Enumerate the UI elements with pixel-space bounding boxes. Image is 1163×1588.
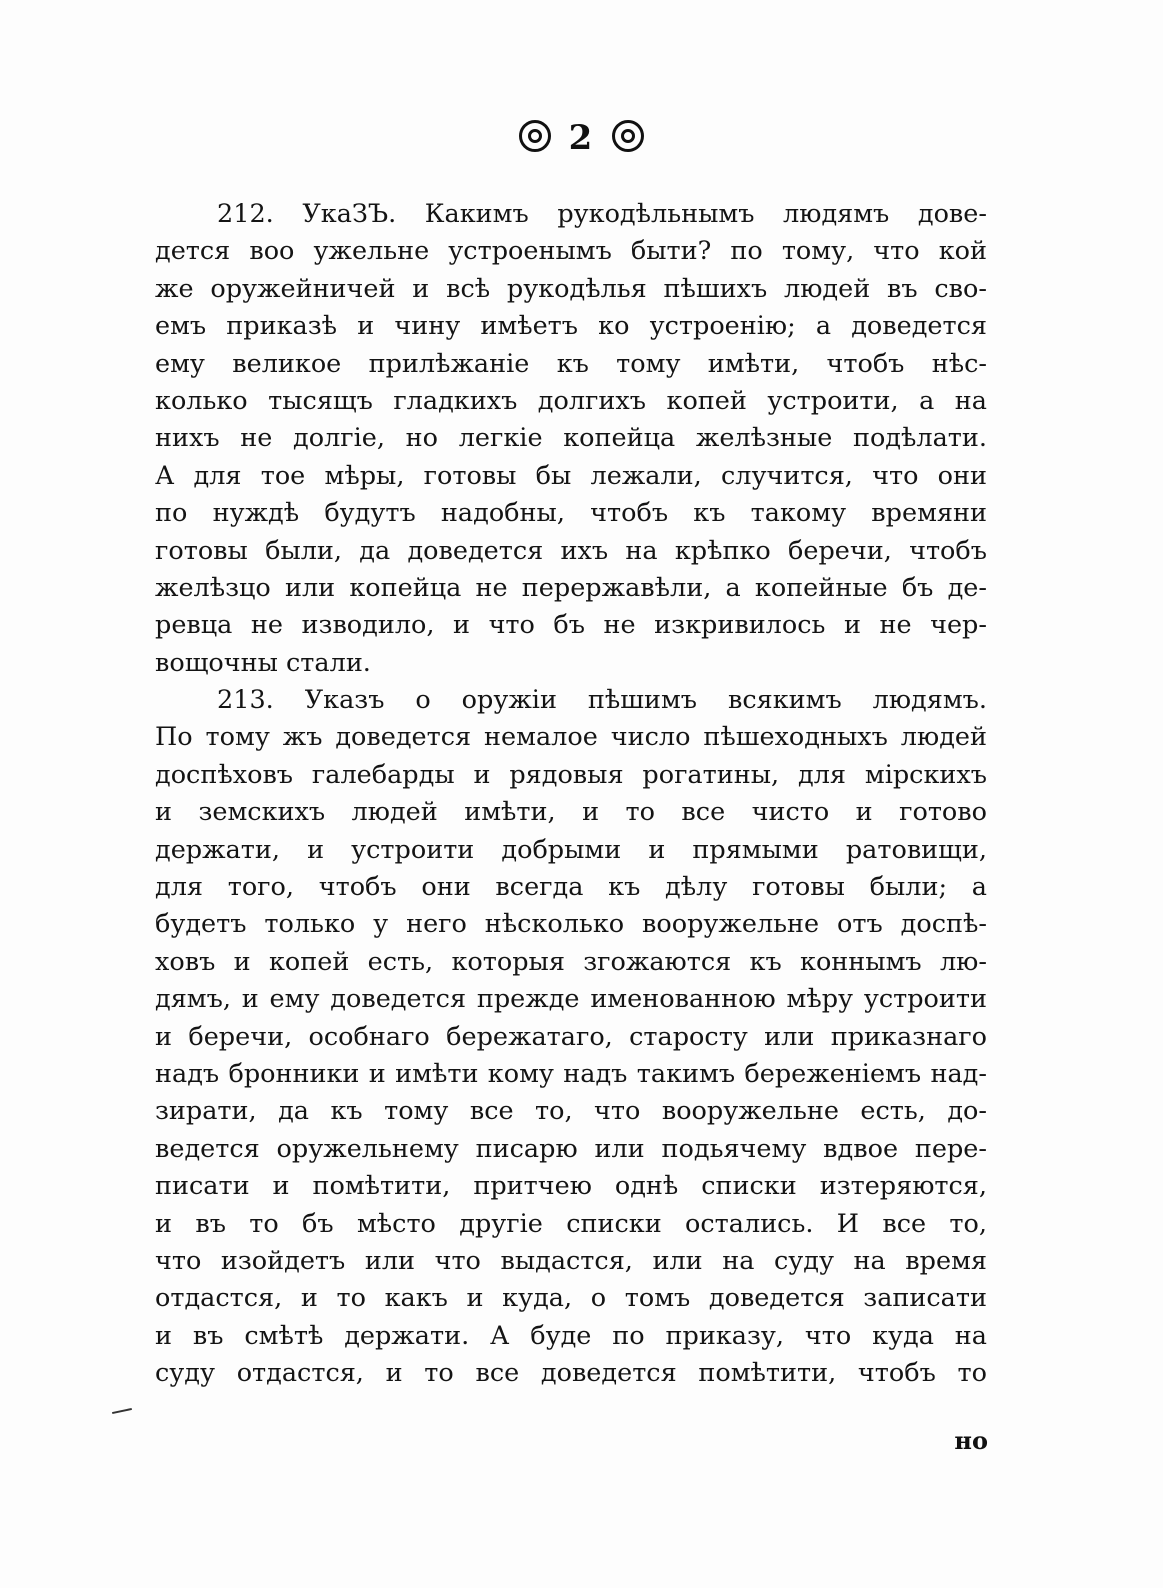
body-text [155, 196, 987, 1393]
ornament-icon [519, 120, 551, 152]
text-line: ведется оружельнему писарю или подьячему вдвое пере- [155, 1133, 987, 1164]
text-line: для того, чтобъ они всегда къ дѣлу готовы были; а [155, 872, 987, 903]
text-line: и въ то бъ мѣсто другіе списки остались. И все то, [155, 1208, 987, 1239]
text-line: ревца не изводило, и что бъ не изкривилось и не чер- [155, 610, 987, 641]
text-line: А для тое мѣры, готовы бы лежали, случится, что они [155, 460, 987, 491]
text-line: ховъ и копей есть, которыя згожаются къ коннымъ лю- [155, 946, 987, 977]
text-line: надъ бронники и имѣти кому надъ такимъ береженіемъ над- [155, 1058, 987, 1089]
margin-mark [112, 1408, 132, 1414]
text-line: держати, и устроити добрыми и прямыми ратовищи, [155, 834, 987, 865]
text-line: дямъ, и ему доведется прежде именованною мѣру устроити [155, 984, 987, 1015]
text-line: будетъ только у него нѣсколько вооружельне отъ доспѣ- [155, 909, 987, 940]
text-line: ему великое прилѣжаніе къ тому имѣти, чтобъ нѣс- [155, 348, 987, 379]
text-line: нихъ не долгіе, но легкіе копейца желѣзные подѣлати. [155, 423, 987, 454]
text-line: желѣзцо или копейца не перержавѣли, а копейные бъ де- [155, 572, 987, 603]
text-line: По тому жъ доведется немалое число пѣшеходныхъ людей [155, 722, 987, 753]
text-line: и беречи, особнаго бережатаго, старосту или приказнаго [155, 1021, 987, 1052]
text-line: по нуждѣ будутъ надобны, чтобъ къ такому времяни [155, 498, 987, 529]
page-header [0, 118, 1163, 158]
text-line: отдастся, и то какъ и куда, о томъ доведется записати [155, 1283, 987, 1314]
text-line: 213. Указъ о оружіи пѣшимъ всякимъ людямъ. [217, 685, 987, 716]
text-line: готовы были, да доведется ихъ на крѣпко беречи, чтобъ [155, 535, 987, 566]
text-line: доспѣховъ галебарды и рядовыя рогатины, для мірскихъ [155, 759, 987, 790]
text-line: что изойдетъ или что выдастся, или на суду на время [155, 1245, 987, 1276]
text-line: и земскихъ людей имѣти, и то все чисто и готово [155, 797, 987, 828]
text-line: зирати, да къ тому все то, что вооружельне есть, до- [155, 1096, 987, 1127]
text-line: суду отдастся, и то все доведется помѣтити, чтобъ то [155, 1358, 987, 1389]
ornament-icon [612, 120, 644, 152]
text-line: и въ смѣтѣ держати. А буде по приказу, что куда на [155, 1320, 987, 1351]
text-line: емъ приказѣ и чину имѣетъ ко устроенію; а доведется [155, 311, 987, 342]
text-line: же оружейничей и всѣ рукодѣлья пѣшихъ людей въ сво- [155, 273, 987, 304]
text-line: колько тысящъ гладкихъ долгихъ копей устроити, а на [155, 385, 987, 416]
text-line: 212. УкаЗЪ. Какимъ рукодѣльнымъ людямъ дове- [217, 199, 987, 229]
text-line: дется воо ужельне устроенымъ быти? по тому, что кой [155, 236, 987, 267]
text-line: писати и помѣтити, притчею однѣ списки изтеряются, [155, 1171, 987, 1202]
catchword: но [954, 1426, 988, 1455]
page-number: 2 [568, 118, 595, 158]
text-line: вощочны стали. [155, 647, 371, 678]
